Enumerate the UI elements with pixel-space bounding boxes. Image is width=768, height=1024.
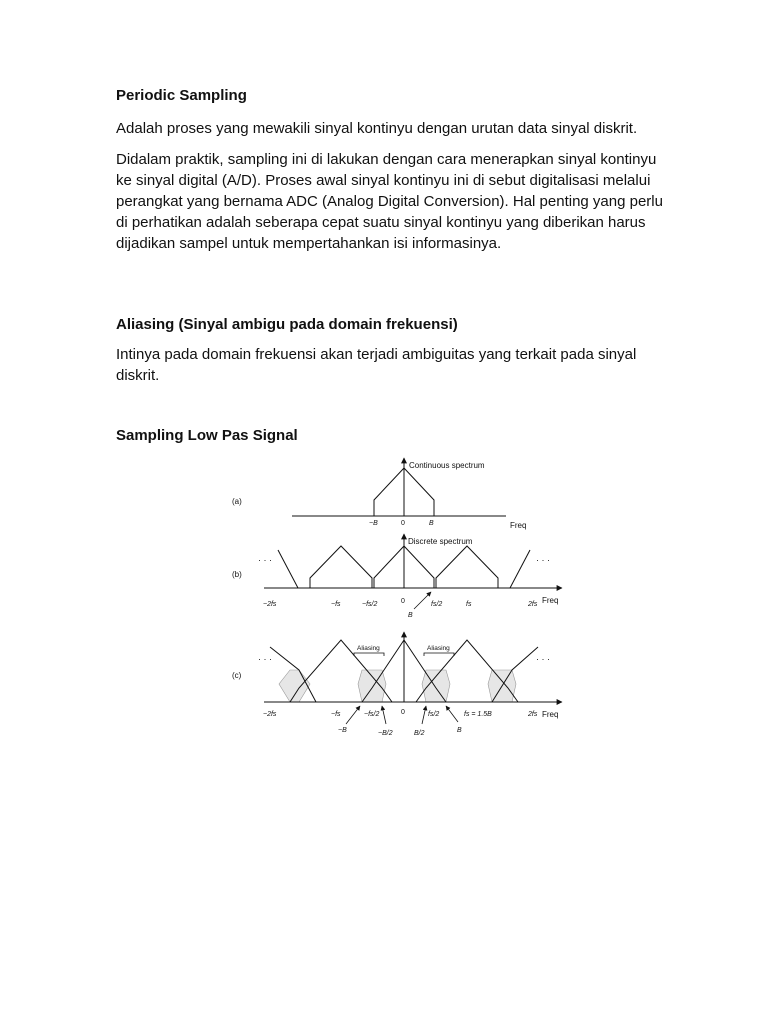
- heading-periodic-sampling: Periodic Sampling: [116, 87, 247, 104]
- panel-c-label-b: B: [457, 727, 462, 734]
- panel-b-b-marker: B: [408, 612, 413, 619]
- panel-c-tick-neg-fs: −fs: [331, 711, 341, 718]
- panel-b-spectrum-neg-fs: [310, 546, 372, 588]
- panel-c-pointer-neg-b: [346, 706, 360, 724]
- panel-b-spectrum-left-edge: [278, 550, 298, 588]
- panel-c-aliasing-bracket-right: [424, 653, 454, 656]
- panel-a-tick-zero: 0: [401, 520, 405, 527]
- spectrum-figure: [226, 452, 576, 737]
- panel-b-tick-fs: fs: [466, 601, 472, 608]
- panel-c-axis-label: Freq: [542, 710, 559, 719]
- panel-c-aliasing-bracket-left: [354, 653, 384, 656]
- panel-c-label-neg-b: −B: [338, 727, 347, 734]
- panel-c-label-half-b: B/2: [414, 730, 425, 737]
- panel-b-axis-label: Freq: [542, 596, 559, 605]
- panel-b-spectrum-pos-fs: [436, 546, 498, 588]
- panel-c-tick-half-fs: fs/2: [428, 711, 440, 718]
- heading-aliasing: Aliasing (Sinyal ambigu pada domain frekuensi): [116, 316, 458, 333]
- panel-a-tick-b: B: [429, 520, 434, 527]
- paragraph-definition: Adalah proses yang mewakili sinyal kontinyu dengan urutan data sinyal diskrit.: [116, 120, 638, 137]
- panel-c-pointer-half-b: [422, 706, 426, 724]
- panel-b-tick-zero: 0: [401, 598, 405, 605]
- panel-b-label: (b): [232, 570, 242, 579]
- panel-b-tick-half-fs: fs/2: [431, 601, 443, 608]
- panel-b-spectrum-right-edge: [510, 550, 530, 588]
- panel-b-tick-2fs: 2fs: [528, 601, 538, 608]
- panel-c-label: (c): [232, 671, 242, 680]
- panel-c-overlap-2: [358, 670, 386, 702]
- panel-c-overlap-1: [279, 670, 310, 702]
- panel-b-ellipsis-left: · · ·: [258, 555, 272, 565]
- panel-c-tick-fs: fs = 1.5B: [464, 711, 492, 718]
- panel-c-ellipsis-left: · · ·: [258, 654, 272, 664]
- panel-a: [232, 458, 526, 530]
- panel-b: [232, 534, 562, 619]
- panel-c: [232, 632, 562, 737]
- panel-c-aliasing-label-left: Aliasing: [357, 645, 380, 652]
- panel-c-aliasing-label-right: Aliasing: [427, 645, 450, 652]
- panel-c-pointer-b: [446, 706, 458, 722]
- heading-sampling-lowpass: Sampling Low Pas Signal: [116, 427, 298, 444]
- panel-c-label-neg-half-b: −B/2: [378, 730, 393, 737]
- panel-b-tick-neg-2fs: −2fs: [263, 601, 277, 608]
- panel-b-title: Discrete spectrum: [408, 537, 473, 546]
- panel-b-b-pointer: [414, 592, 431, 609]
- panel-b-tick-neg-fs: −fs: [331, 601, 341, 608]
- panel-b-ellipsis-right: · · ·: [536, 555, 550, 565]
- spectrum-diagram: [226, 452, 576, 737]
- paragraph-practice: Didalam praktik, sampling ini di lakukan dengan cara menerapkan sinyal kontinyu ke sinyal digital (A/D). Proses awal sinyal kontinyu ini di sebut digitalisasi melalui perangkat yang bernama ADC (Analog Digital Conversion). Hal penting yang perlu di perhatikan adalah seberapa cepat suatu sinyal kontinyu yang diberikan harus dijadikan sampel untuk mempertahankan isi informasinya.: [116, 151, 663, 252]
- panel-c-tick-neg-half-fs: −fs/2: [364, 711, 380, 718]
- panel-c-overlap-3: [422, 670, 450, 702]
- panel-a-label: (a): [232, 497, 242, 506]
- panel-c-tick-2fs: 2fs: [528, 711, 538, 718]
- panel-a-axis-label: Freq: [510, 521, 527, 530]
- panel-c-tick-neg-2fs: −2fs: [263, 711, 277, 718]
- panel-c-pointer-neg-half-b: [382, 706, 386, 724]
- panel-c-tick-zero: 0: [401, 709, 405, 716]
- panel-a-tick-neg-b: −B: [369, 520, 378, 527]
- panel-b-tick-neg-half-fs: −fs/2: [362, 601, 378, 608]
- paragraph-aliasing: Intinya pada domain frekuensi akan terjadi ambiguitas yang terkait pada sinyal diskrit.: [116, 346, 637, 384]
- panel-c-ellipsis-right: · · ·: [536, 654, 550, 664]
- panel-a-title: Continuous spectrum: [409, 461, 485, 470]
